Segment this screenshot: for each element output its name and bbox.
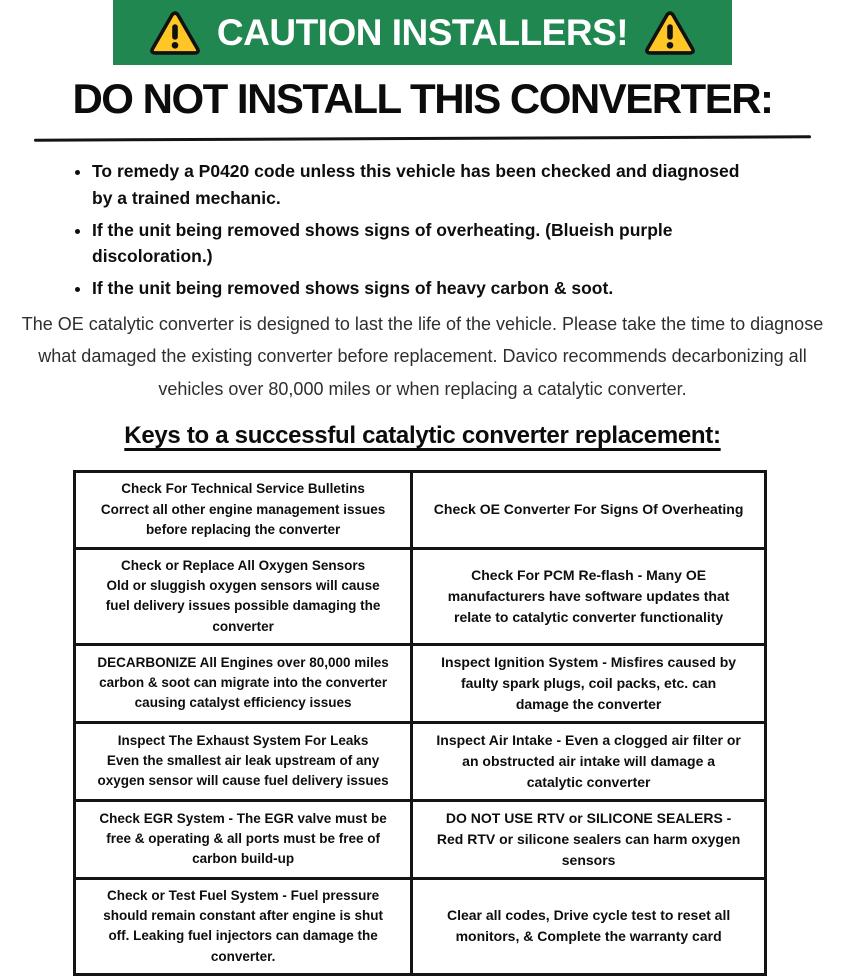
cell-line: DECARBONIZE All Engines over 80,000 miles carbon & soot can migrate into the converter causing catalyst efficiency issues [97,654,389,711]
banner-title: CAUTION INSTALLERS! [216,11,629,53]
cell-line: Check or Replace All Oxygen Sensors [121,557,366,573]
warning-triangle-icon [149,10,201,56]
table-row [75,878,766,974]
cell-line: DO NOT USE RTV or SILICONE SEALERS - Red RTV or silicone sealers can harm oxygen sensors [436,809,741,868]
table-cell-left [75,878,412,974]
cell-line: Check For PCM Re-flash - Many OE manufacturers have software updates that relate to catalytic converter functionality [447,566,730,625]
cell-line: Inspect The Exhaust System For Leaks [117,732,369,748]
cell-line: Check OE Converter For Signs Of Overheating [433,501,744,518]
table-cell-left [75,471,412,548]
table-row [75,644,766,722]
divider-line [34,136,811,142]
warning-item: • If the unit being removed shows signs of overheating. (Blueish purple discoloration.) [92,217,740,270]
table-row [75,471,766,548]
table-cell-left [75,800,412,878]
cell-line: Check For Technical Service Bulletins [121,481,365,497]
cell-line: Inspect Ignition System - Misfires caused by faulty spark plugs, coil packs, etc. can damage the converter [441,653,737,712]
cell-line: Inspect Air Intake - Even a clogged air filter or an obstructed air intake will damage a catalytic converter [436,731,741,790]
warning-item: • To remedy a P0420 code unless this vehicle has been checked and diagnosed by a trained mechanic. [92,158,740,211]
table-cell-right [412,548,766,644]
cell-line: Check EGR System - The EGR valve must be free & operating & all ports must be free of carbon build-up [99,810,387,867]
cell-line: Correct all other engine management issues before replacing the converter [100,501,386,537]
advisory-paragraph: The OE catalytic converter is designed to last the life of the vehicle. Please take the time to diagnose what damaged the existing converter before replacement. Davico recommends decarbonizing all vehicles over 80,000 miles or when replacing a catalytic converter. [21,313,824,400]
table-cell-left [75,644,412,722]
cell-line: Even the smallest air leak upstream of any oxygen sensor will cause fuel delivery issues [97,753,389,789]
tips-table [73,470,767,976]
table-cell-right [412,800,766,878]
table-cell-right [412,471,766,548]
table-cell-left [75,722,412,800]
cell-line: Check or Test Fuel System - Fuel pressure should remain constant after engine is shut off. Leaking fuel injectors can damage the converter. [103,887,383,964]
table-cell-right [412,722,766,800]
table-row [75,800,766,878]
table-row [75,722,766,800]
table-cell-right [412,878,766,974]
warning-list [92,158,740,301]
cell-line: Old or sluggish oxygen sensors will cause fuel delivery issues possible damaging the converter [105,578,381,634]
cell-line: Clear all codes, Drive cycle test to reset all monitors, & Complete the warranty card [446,907,731,945]
page-title: DO NOT INSTALL THIS CONVERTER: [72,75,773,122]
caution-banner [113,0,732,65]
table-cell-left [75,548,412,644]
table-row [75,548,766,644]
warning-triangle-icon [644,10,696,56]
keys-heading: Keys to a successful catalytic converter replacement: [124,421,721,449]
warning-item: • If the unit being removed shows signs of heavy carbon & soot. [92,275,740,301]
table-cell-right [412,644,766,722]
